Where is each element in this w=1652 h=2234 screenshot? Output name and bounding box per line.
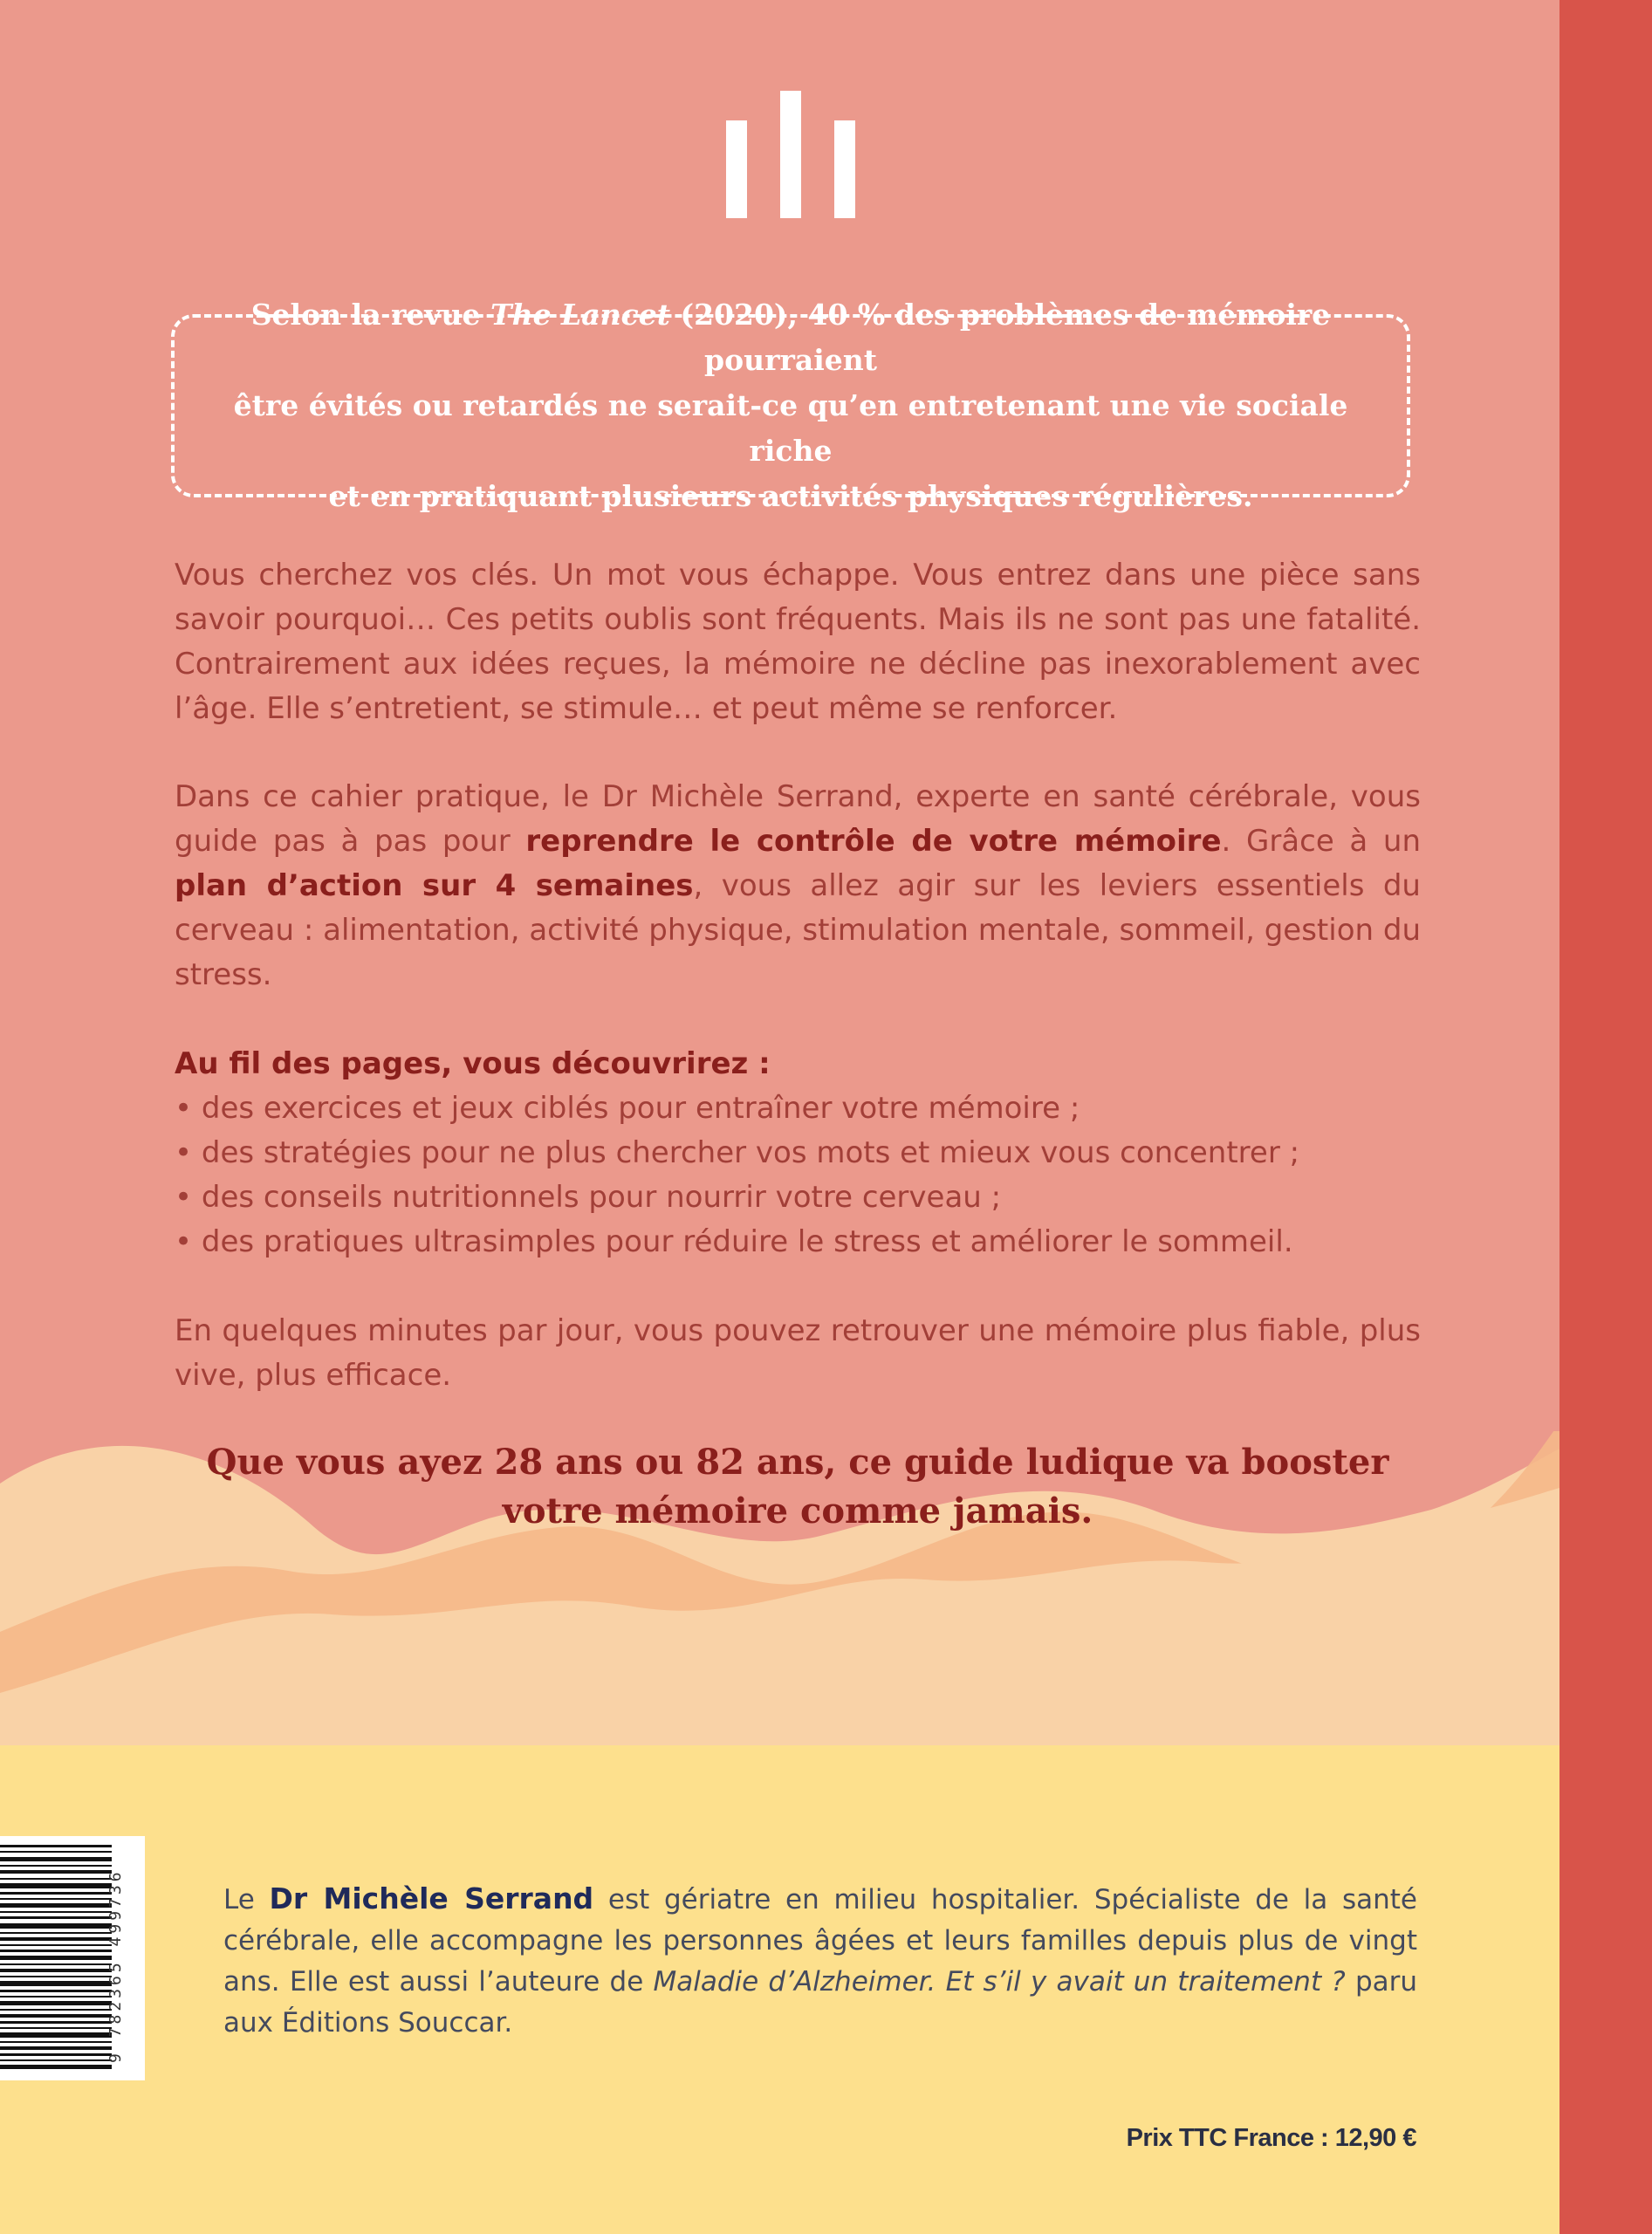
isbn-barcode bbox=[0, 1836, 145, 2080]
tagline-line1: Que vous ayez 28 ans ou 82 ans, ce guide ludique va booster bbox=[206, 1442, 1389, 1483]
guide-highlight-control: reprendre le contrôle de votre mémoire bbox=[525, 824, 1222, 859]
tagline bbox=[175, 1438, 1421, 1536]
guide-highlight-plan: plan d’action sur 4 semaines bbox=[175, 868, 694, 903]
list-item: • des conseils nutritionnels pour nourrir votre cerveau ; bbox=[175, 1175, 1421, 1220]
guide-text bbox=[175, 775, 1421, 997]
lancet-quote-box bbox=[171, 298, 1410, 513]
author-bio bbox=[223, 1878, 1417, 2044]
closing-text: En quelques minutes par jour, vous pouvez retrouver une mémoire plus fiable, plus vive, plus efficace. bbox=[175, 1313, 1421, 1393]
closing-paragraph bbox=[175, 1309, 1421, 1398]
bio-prefix: Le bbox=[223, 1884, 270, 1915]
discover-list-title: Au fil des pages, vous découvrirez : bbox=[175, 1046, 771, 1081]
book-spine bbox=[1559, 0, 1652, 2234]
author-name: Dr Michèle Serrand bbox=[269, 1881, 594, 1915]
discover-list-block bbox=[175, 1042, 1421, 1264]
quote-line3: et en pratiquant plusieurs activités physiques régulières. bbox=[328, 479, 1253, 513]
quote-journal: The Lancet bbox=[490, 298, 670, 332]
previous-book-title: Maladie d’Alzheimer. Et s’il y avait un traitement ? bbox=[653, 1966, 1346, 1998]
quote-prefix: Selon la revue bbox=[250, 298, 491, 332]
guide-paragraph bbox=[175, 775, 1421, 997]
tagline-line2: votre mémoire comme jamais. bbox=[502, 1490, 1093, 1532]
publisher-logo bbox=[726, 91, 859, 218]
bio-text1: est gériatre en milieu hospitalier. Spécialiste de la santé cérébrale, elle accompagne les personnes âgées et leurs familles depuis plus de vingt ans. Elle est aussi l’auteure de bbox=[223, 1884, 1417, 1998]
guide-text-part2: . Grâce à un bbox=[1221, 824, 1422, 859]
list-item: • des pratiques ultrasimples pour réduire le stress et améliorer le sommeil. bbox=[175, 1220, 1421, 1264]
list-item: • des stratégies pour ne plus chercher vos mots et mieux vous concentrer ; bbox=[175, 1131, 1421, 1175]
intro-text: Vous cherchez vos clés. Un mot vous échappe. Vous entrez dans une pièce sans savoir pourquoi… Ces petits oublis sont fréquents. Mais ils ne sont pas une fatalité. Contrairement aux idées reçues, la mémoire ne décline pas inexorablement avec l’âge. Elle s’entretient, se stimule… et peut même se renforcer. bbox=[175, 558, 1421, 726]
discover-list bbox=[175, 1086, 1421, 1264]
barcode-digits: 9 782365 499736 bbox=[106, 1868, 125, 2063]
quote-line2: être évités ou retardés ne serait-ce qu’en entretenant une vie sociale riche bbox=[233, 388, 1348, 468]
list-item: • des exercices et jeux ciblés pour entraîner votre mémoire ; bbox=[175, 1086, 1421, 1131]
price-label: Prix TTC France : 12,90 € bbox=[1126, 2124, 1416, 2152]
quote-line1: (2020), 40 % des problèmes de mémoire pourraient bbox=[669, 298, 1331, 377]
lancet-quote bbox=[189, 292, 1393, 519]
guide-text-part1: Dans ce cahier pratique, le Dr Michèle Serrand, experte en santé cérébrale, vous guide pas à pas pour bbox=[175, 779, 1421, 859]
intro-paragraph bbox=[175, 553, 1421, 731]
guide-text-part3: , vous allez agir sur les leviers essentiels du cerveau : alimentation, activité physique, stimulation mentale, sommeil, gestion du stress. bbox=[175, 868, 1421, 992]
barcode-lines bbox=[0, 1845, 112, 2072]
bio-text2: paru aux Éditions Souccar. bbox=[223, 1966, 1418, 2039]
